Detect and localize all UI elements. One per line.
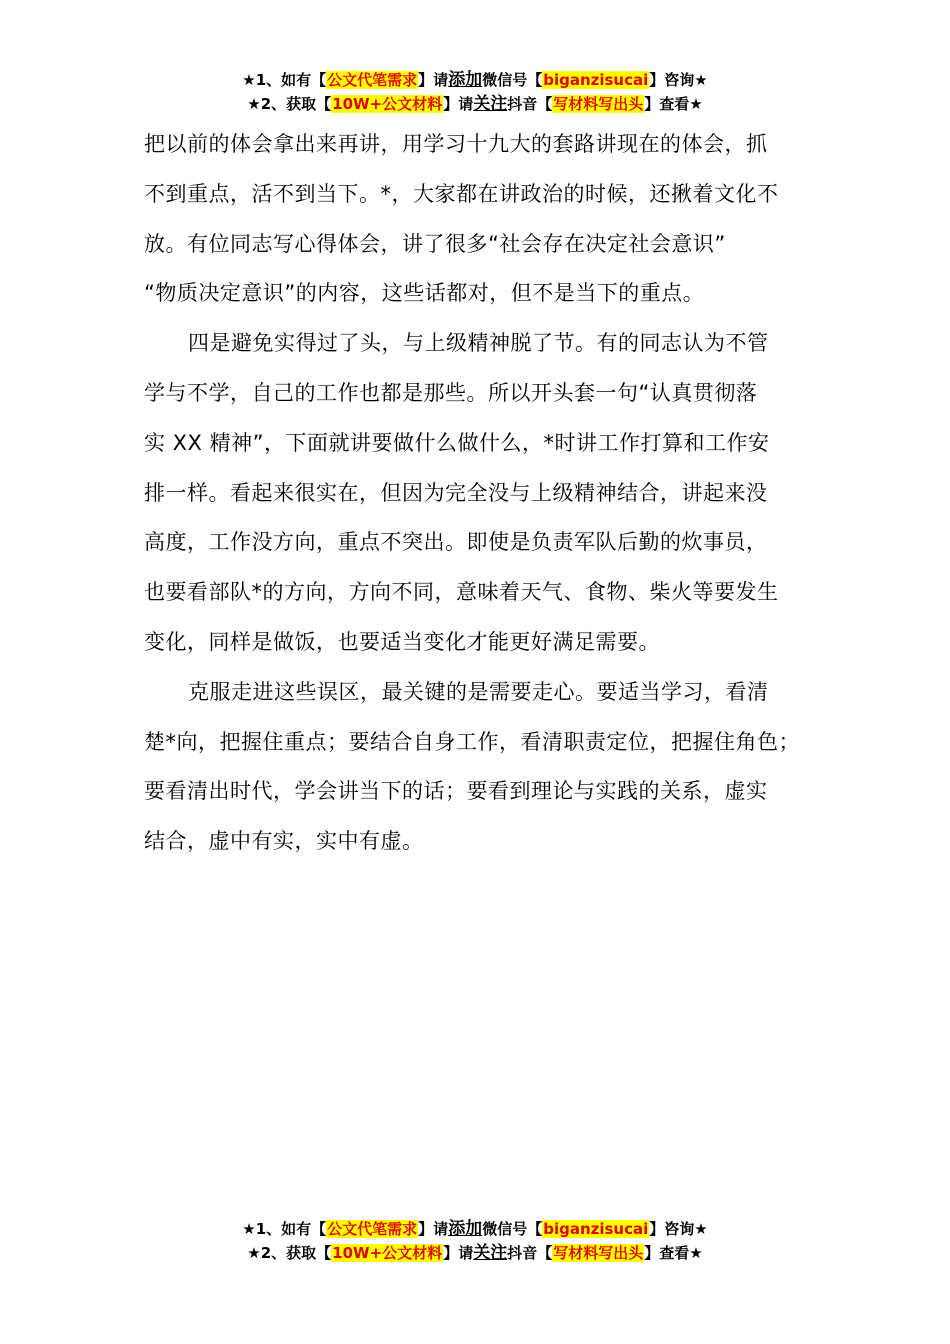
banner-text: 】请 <box>443 95 474 113</box>
text-line: 放。有位同志写心得体会，讲了很多“社会存在决定社会意识” <box>144 231 726 256</box>
text-line: 实 XX 精神”，下面就讲要做什么做什么，*时讲工作打算和工作安 <box>144 430 770 455</box>
header-banner <box>0 68 950 116</box>
highlight-service: 公文代笔需求 <box>327 71 418 89</box>
banner-text: 】咨询★ <box>649 71 708 89</box>
document-body <box>144 120 834 867</box>
text-line: 结合，虚中有实，实中有虚。 <box>144 829 424 854</box>
banner-text: 】请 <box>443 1244 474 1262</box>
highlight-douyin: 写材料写出头 <box>553 95 644 113</box>
banner-text: ★1、如有【 <box>242 71 327 89</box>
footer-banner <box>0 1217 950 1265</box>
text-line: 把以前的体会拿出来再讲，用学习十九大的套路讲现在的体会，抓 <box>144 132 768 156</box>
banner-text: ★2、获取【 <box>247 95 332 113</box>
banner-line-2 <box>0 92 950 116</box>
text-line: 楚*向，把握住重点；要结合自身工作，看清职责定位，把握住角色； <box>144 729 800 754</box>
highlight-materials: 10W+公文材料 <box>332 95 443 113</box>
banner-text: 抖音【 <box>507 95 553 113</box>
text-line: 不到重点，活不到当下。*，大家都在讲政治的时候，还揪着文化不 <box>144 181 779 206</box>
emphasis-follow: 关注 <box>473 1243 508 1263</box>
banner-text: 微信号【 <box>482 1220 543 1238</box>
banner-line-1 <box>0 68 950 92</box>
text-line: 变化，同样是做饭，也要适当变化才能更好满足需要。 <box>144 629 660 654</box>
banner-text: 】咨询★ <box>649 1220 708 1238</box>
highlight-wechat-id: biganzisucai <box>543 71 649 89</box>
emphasis-add: 添加 <box>448 1219 483 1239</box>
text-line: “物质决定意识”的内容，这些话都对，但不是当下的重点。 <box>144 281 705 306</box>
banner-text: 】请 <box>418 71 449 89</box>
banner-line-2 <box>0 1241 950 1265</box>
text-line: 要看清出时代，学会讲当下的话；要看到理论与实践的关系，虚实 <box>144 779 768 804</box>
text-line: 四是避免实得过了头，与上级精神脱了节。有的同志认为不管 <box>188 331 769 356</box>
text-line: 克服走进这些误区，最关键的是需要走心。要适当学习，看清 <box>188 679 769 704</box>
text-line: 排一样。看起来很实在，但因为完全没与上级精神结合，讲起来没 <box>144 480 768 505</box>
banner-text: 微信号【 <box>482 71 543 89</box>
highlight-service: 公文代笔需求 <box>327 1220 418 1238</box>
banner-text: ★2、获取【 <box>247 1244 332 1262</box>
banner-text: ★1、如有【 <box>242 1220 327 1238</box>
text-line: 学与不学，自己的工作也都是那些。所以开头套一句“认真贯彻落 <box>144 380 758 405</box>
banner-text: 抖音【 <box>507 1244 553 1262</box>
highlight-wechat-id: biganzisucai <box>543 1220 649 1238</box>
highlight-douyin: 写材料写出头 <box>553 1244 644 1262</box>
banner-line-1 <box>0 1217 950 1241</box>
emphasis-follow: 关注 <box>473 94 508 114</box>
banner-text: 】请 <box>418 1220 449 1238</box>
highlight-materials: 10W+公文材料 <box>332 1244 443 1262</box>
text-line: 高度，工作没方向，重点不突出。即使是负责军队后勤的炊事员， <box>144 530 768 555</box>
banner-text: 】查看★ <box>644 95 703 113</box>
text-line: 也要看部队*的方向，方向不同，意味着天气、食物、柴火等要发生 <box>144 580 779 605</box>
banner-text: 】查看★ <box>644 1244 703 1262</box>
emphasis-add: 添加 <box>448 70 483 90</box>
